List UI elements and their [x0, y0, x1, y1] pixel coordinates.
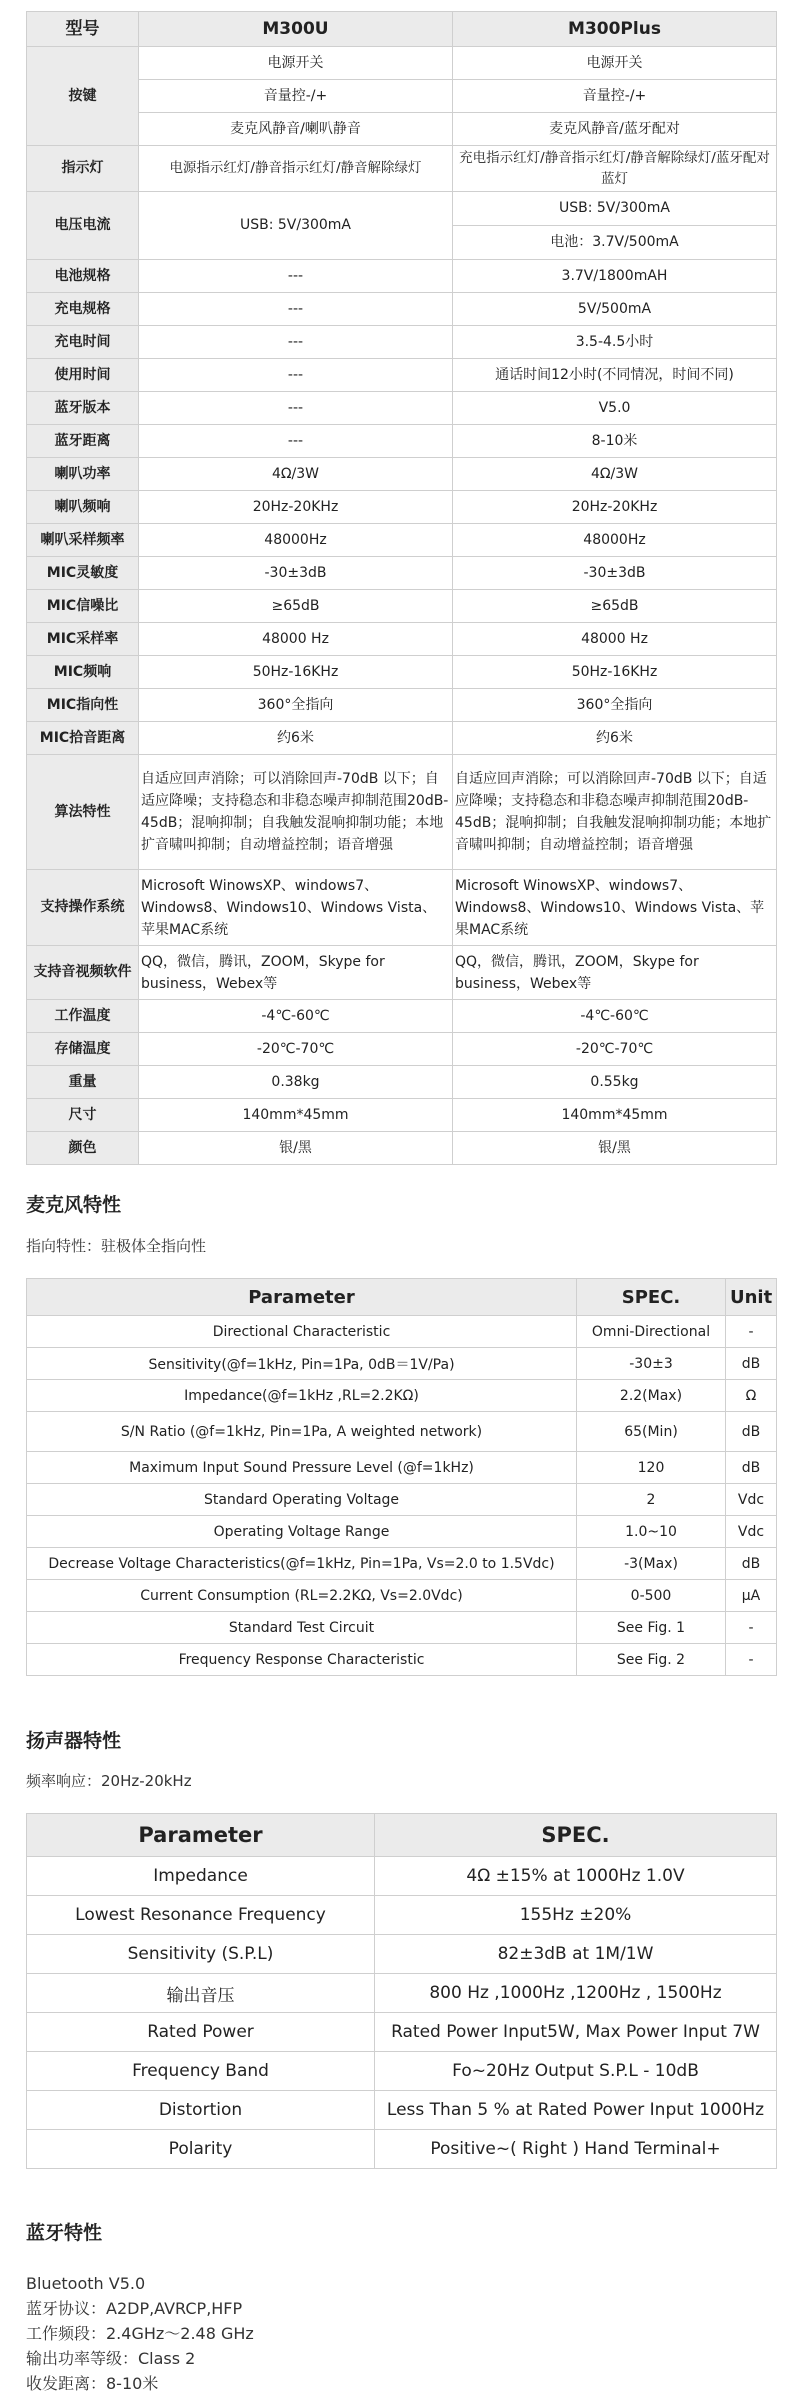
table-row	[27, 1857, 777, 1896]
table-row	[27, 1935, 777, 1974]
cell-m300plus: 48000Hz	[453, 524, 777, 557]
table-row	[27, 113, 777, 146]
mic-spec: See Fig. 1	[577, 1612, 726, 1644]
table-row	[27, 1974, 777, 2013]
bluetooth-range: 收发距离：8-10米	[26, 2374, 159, 2393]
table-row	[27, 590, 777, 623]
mic-section-title: 麦克风特性	[26, 1194, 122, 1216]
table-row	[27, 1896, 777, 1935]
table-row	[27, 80, 777, 113]
mic-spec: 0-500	[577, 1580, 726, 1612]
mic-parameter: Standard Test Circuit	[27, 1612, 577, 1644]
table-row	[27, 192, 777, 226]
cell-m300u: 电源指示红灯/静音指示红灯/静音解除绿灯	[139, 146, 453, 192]
mic-spec: 1.0~10	[577, 1516, 726, 1548]
cell-m300u: 0.38kg	[139, 1066, 453, 1099]
speaker-spec: Fo~20Hz Output S.P.L - 10dB	[375, 2052, 777, 2091]
mic-parameter: S/N Ratio (@f=1kHz, Pin=1Pa, A weighted network)	[27, 1412, 577, 1452]
cell-m300u: -30±3dB	[139, 557, 453, 590]
cell-m300plus: -4℃-60℃	[453, 1000, 777, 1033]
mic-unit: Vdc	[726, 1516, 777, 1548]
row-label: 算法特性	[27, 755, 139, 870]
mic-spec: Omni-Directional	[577, 1316, 726, 1348]
header-parameter: Parameter	[27, 1279, 577, 1316]
table-row	[27, 293, 777, 326]
table-row	[27, 392, 777, 425]
cell-m300plus: 3.5-4.5小时	[453, 326, 777, 359]
cell-m300plus: 3.7V/1800mAH	[453, 260, 777, 293]
mic-spec-table	[26, 1278, 777, 1676]
cell-m300plus: 48000 Hz	[453, 623, 777, 656]
row-label: 支持音视频软件	[27, 946, 139, 1000]
table-row	[27, 1033, 777, 1066]
speaker-parameter: Distortion	[27, 2091, 375, 2130]
mic-unit: -	[726, 1612, 777, 1644]
row-label: 蓝牙版本	[27, 392, 139, 425]
cell-m300plus: 电池：3.7V/500mA	[453, 226, 777, 260]
table-row	[27, 260, 777, 293]
spec-table-header	[27, 12, 777, 47]
row-label: MIC采样率	[27, 623, 139, 656]
bluetooth-power-class: 输出功率等级：Class 2	[26, 2349, 196, 2368]
table-row	[27, 2052, 777, 2091]
table-row	[27, 946, 777, 1000]
cell-m300plus: -20℃-70℃	[453, 1033, 777, 1066]
table-row	[27, 1644, 777, 1676]
cell-m300u: 约6米	[139, 722, 453, 755]
table-row	[27, 359, 777, 392]
header-m300u: M300U	[139, 12, 453, 47]
cell-m300u: 银/黑	[139, 1132, 453, 1165]
cell-m300plus: 自适应回声消除；可以消除回声-70dB 以下；自适应降噪；支持稳态和非稳态噪声抑制范围20dB-45dB；混响抑制；自我触发混响抑制功能；本地扩音啸叫抑制；自动增益控制；语音增强	[453, 755, 777, 870]
speaker-parameter: 输出音压	[27, 1974, 375, 2013]
row-label: 颜色	[27, 1132, 139, 1165]
mic-directivity-note: 指向特性：驻极体全指向性	[26, 1237, 207, 1255]
header-unit: Unit	[726, 1279, 777, 1316]
speaker-section-title: 扬声器特性	[26, 1730, 122, 1752]
table-row	[27, 557, 777, 590]
cell-m300plus: 50Hz-16KHz	[453, 656, 777, 689]
table-row	[27, 870, 777, 946]
bluetooth-protocol: 蓝牙协议：A2DP,AVRCP,HFP	[26, 2299, 243, 2318]
cell-m300u: -20℃-70℃	[139, 1033, 453, 1066]
mic-table-header	[27, 1279, 777, 1316]
mic-spec: 65(Min)	[577, 1412, 726, 1452]
header-spec: SPEC.	[577, 1279, 726, 1316]
row-label: 重量	[27, 1066, 139, 1099]
row-label: 充电规格	[27, 293, 139, 326]
row-label: 指示灯	[27, 146, 139, 192]
table-row	[27, 1548, 777, 1580]
table-row	[27, 755, 777, 870]
row-label: 蓝牙距离	[27, 425, 139, 458]
cell-m300plus: 140mm*45mm	[453, 1099, 777, 1132]
table-row	[27, 2091, 777, 2130]
row-label: 使用时间	[27, 359, 139, 392]
mic-unit: -	[726, 1644, 777, 1676]
mic-parameter: Operating Voltage Range	[27, 1516, 577, 1548]
cell-m300u: 48000 Hz	[139, 623, 453, 656]
mic-parameter: Decrease Voltage Characteristics(@f=1kHz, Pin=1Pa, Vs=2.0 to 1.5Vdc)	[27, 1548, 577, 1580]
table-row	[27, 1000, 777, 1033]
cell-m300u: ≥65dB	[139, 590, 453, 623]
cell-m300u: ---	[139, 260, 453, 293]
speaker-parameter: Lowest Resonance Frequency	[27, 1896, 375, 1935]
cell-m300plus: 充电指示红灯/静音指示红灯/静音解除绿灯/蓝牙配对蓝灯	[453, 146, 777, 192]
cell-m300plus: USB: 5V/300mA	[453, 192, 777, 226]
mic-unit: dB	[726, 1548, 777, 1580]
header-parameter: Parameter	[27, 1814, 375, 1857]
mic-unit: Ω	[726, 1380, 777, 1412]
mic-spec: -3(Max)	[577, 1548, 726, 1580]
cell-m300u: 140mm*45mm	[139, 1099, 453, 1132]
row-label: 工作温度	[27, 1000, 139, 1033]
header-model: 型号	[27, 12, 139, 47]
speaker-parameter: Polarity	[27, 2130, 375, 2169]
speaker-parameter: Impedance	[27, 1857, 375, 1896]
bluetooth-version: Bluetooth V5.0	[26, 2274, 146, 2293]
cell-m300plus: 20Hz-20KHz	[453, 491, 777, 524]
speaker-parameter: Rated Power	[27, 2013, 375, 2052]
cell-m300u: -4℃-60℃	[139, 1000, 453, 1033]
table-row	[27, 1348, 777, 1380]
cell-m300plus: -30±3dB	[453, 557, 777, 590]
mic-spec: See Fig. 2	[577, 1644, 726, 1676]
speaker-spec: 155Hz ±20%	[375, 1896, 777, 1935]
table-row	[27, 458, 777, 491]
speaker-parameter: Sensitivity (S.P.L)	[27, 1935, 375, 1974]
speaker-frequency-note: 频率响应：20Hz-20kHz	[26, 1772, 192, 1790]
row-label: 喇叭采样频率	[27, 524, 139, 557]
row-label: 尺寸	[27, 1099, 139, 1132]
table-row	[27, 524, 777, 557]
table-row	[27, 2130, 777, 2169]
table-row	[27, 2013, 777, 2052]
table-row	[27, 722, 777, 755]
speaker-parameter: Frequency Band	[27, 2052, 375, 2091]
cell-m300u: 音量控-/+	[139, 80, 453, 113]
cell-m300u: 50Hz-16KHz	[139, 656, 453, 689]
cell-m300u: 自适应回声消除；可以消除回声-70dB 以下；自适应降噪；支持稳态和非稳态噪声抑制范围20dB-45dB；混响抑制；自我触发混响抑制功能；本地扩音啸叫抑制；自动增益控制；语音增强	[139, 755, 453, 870]
mic-parameter: Impedance(@f=1kHz ,RL=2.2KΩ)	[27, 1380, 577, 1412]
cell-m300u: USB: 5V/300mA	[139, 192, 453, 260]
header-m300plus: M300Plus	[453, 12, 777, 47]
mic-unit: Vdc	[726, 1484, 777, 1516]
cell-m300plus: 音量控-/+	[453, 80, 777, 113]
mic-parameter: Current Consumption (RL=2.2KΩ, Vs=2.0Vdc)	[27, 1580, 577, 1612]
mic-parameter: Sensitivity(@f=1kHz, Pin=1Pa, 0dB＝1V/Pa)	[27, 1348, 577, 1380]
cell-m300plus: V5.0	[453, 392, 777, 425]
table-row	[27, 656, 777, 689]
table-row	[27, 146, 777, 192]
bluetooth-spec-list	[26, 2271, 254, 2396]
table-row	[27, 1132, 777, 1165]
speaker-spec: Less Than 5 % at Rated Power Input 1000Hz	[375, 2091, 777, 2130]
cell-m300u: 48000Hz	[139, 524, 453, 557]
table-row	[27, 1099, 777, 1132]
mic-spec: -30±3	[577, 1348, 726, 1380]
cell-m300plus: 360°全指向	[453, 689, 777, 722]
cell-m300plus: 5V/500mA	[453, 293, 777, 326]
cell-m300u: ---	[139, 359, 453, 392]
speaker-spec: 800 Hz ,1000Hz ,1200Hz , 1500Hz	[375, 1974, 777, 2013]
speaker-spec: 82±3dB at 1M/1W	[375, 1935, 777, 1974]
cell-m300u: 4Ω/3W	[139, 458, 453, 491]
cell-m300u: 360°全指向	[139, 689, 453, 722]
mic-spec: 120	[577, 1452, 726, 1484]
cell-m300plus: 4Ω/3W	[453, 458, 777, 491]
table-row	[27, 1316, 777, 1348]
table-row	[27, 689, 777, 722]
row-label: MIC信噪比	[27, 590, 139, 623]
mic-unit: dB	[726, 1452, 777, 1484]
row-label: MIC指向性	[27, 689, 139, 722]
table-row	[27, 1484, 777, 1516]
row-label: MIC灵敏度	[27, 557, 139, 590]
table-row	[27, 491, 777, 524]
table-row	[27, 326, 777, 359]
speaker-spec-table	[26, 1813, 777, 2169]
row-label: 按键	[27, 47, 139, 146]
table-row	[27, 425, 777, 458]
mic-spec: 2	[577, 1484, 726, 1516]
table-row	[27, 1516, 777, 1548]
cell-m300plus: ≥65dB	[453, 590, 777, 623]
row-label: 电池规格	[27, 260, 139, 293]
table-row	[27, 47, 777, 80]
mic-parameter: Maximum Input Sound Pressure Level (@f=1kHz)	[27, 1452, 577, 1484]
table-row	[27, 1380, 777, 1412]
bluetooth-section-title: 蓝牙特性	[26, 2222, 103, 2244]
cell-m300plus: 电源开关	[453, 47, 777, 80]
speaker-table-header	[27, 1814, 777, 1857]
cell-m300u: 20Hz-20KHz	[139, 491, 453, 524]
speaker-spec: Rated Power Input5W, Max Power Input 7W	[375, 2013, 777, 2052]
speaker-spec: Positive~( Right ) Hand Terminal+	[375, 2130, 777, 2169]
cell-m300plus: 8-10米	[453, 425, 777, 458]
table-row	[27, 623, 777, 656]
mic-spec: 2.2(Max)	[577, 1380, 726, 1412]
row-label: MIC拾音距离	[27, 722, 139, 755]
mic-parameter: Directional Characteristic	[27, 1316, 577, 1348]
cell-m300u: ---	[139, 293, 453, 326]
row-label: MIC频响	[27, 656, 139, 689]
cell-m300plus: 麦克风静音/蓝牙配对	[453, 113, 777, 146]
cell-m300plus: QQ，微信，腾讯，ZOOM，Skype for business，Webex等	[453, 946, 777, 1000]
row-label: 电压电流	[27, 192, 139, 260]
row-label: 喇叭频响	[27, 491, 139, 524]
cell-m300u: Microsoft WinowsXP、windows7、Windows8、Windows10、Windows Vista、苹果MAC系统	[139, 870, 453, 946]
row-label: 存储温度	[27, 1033, 139, 1066]
table-row	[27, 1580, 777, 1612]
cell-m300plus: 银/黑	[453, 1132, 777, 1165]
row-label: 充电时间	[27, 326, 139, 359]
bluetooth-band: 工作频段：2.4GHz～2.48 GHz	[26, 2324, 254, 2343]
mic-unit: -	[726, 1316, 777, 1348]
table-row	[27, 1452, 777, 1484]
cell-m300u: ---	[139, 392, 453, 425]
speaker-spec: 4Ω ±15% at 1000Hz 1.0V	[375, 1857, 777, 1896]
header-spec: SPEC.	[375, 1814, 777, 1857]
cell-m300plus: 通话时间12小时(不同情况，时间不同)	[453, 359, 777, 392]
cell-m300u: ---	[139, 326, 453, 359]
cell-m300u: 电源开关	[139, 47, 453, 80]
mic-parameter: Frequency Response Characteristic	[27, 1644, 577, 1676]
row-label: 支持操作系统	[27, 870, 139, 946]
product-spec-table	[26, 11, 777, 1165]
table-row	[27, 1412, 777, 1452]
row-label: 喇叭功率	[27, 458, 139, 491]
mic-unit: dB	[726, 1348, 777, 1380]
cell-m300u: QQ，微信，腾讯，ZOOM，Skype for business，Webex等	[139, 946, 453, 1000]
cell-m300u: 麦克风静音/喇叭静音	[139, 113, 453, 146]
mic-unit: μA	[726, 1580, 777, 1612]
mic-parameter: Standard Operating Voltage	[27, 1484, 577, 1516]
cell-m300plus: 0.55kg	[453, 1066, 777, 1099]
cell-m300plus: 约6米	[453, 722, 777, 755]
mic-unit: dB	[726, 1412, 777, 1452]
table-row	[27, 1066, 777, 1099]
table-row	[27, 1612, 777, 1644]
cell-m300u: ---	[139, 425, 453, 458]
cell-m300plus: Microsoft WinowsXP、windows7、Windows8、Windows10、Windows Vista、苹果MAC系统	[453, 870, 777, 946]
